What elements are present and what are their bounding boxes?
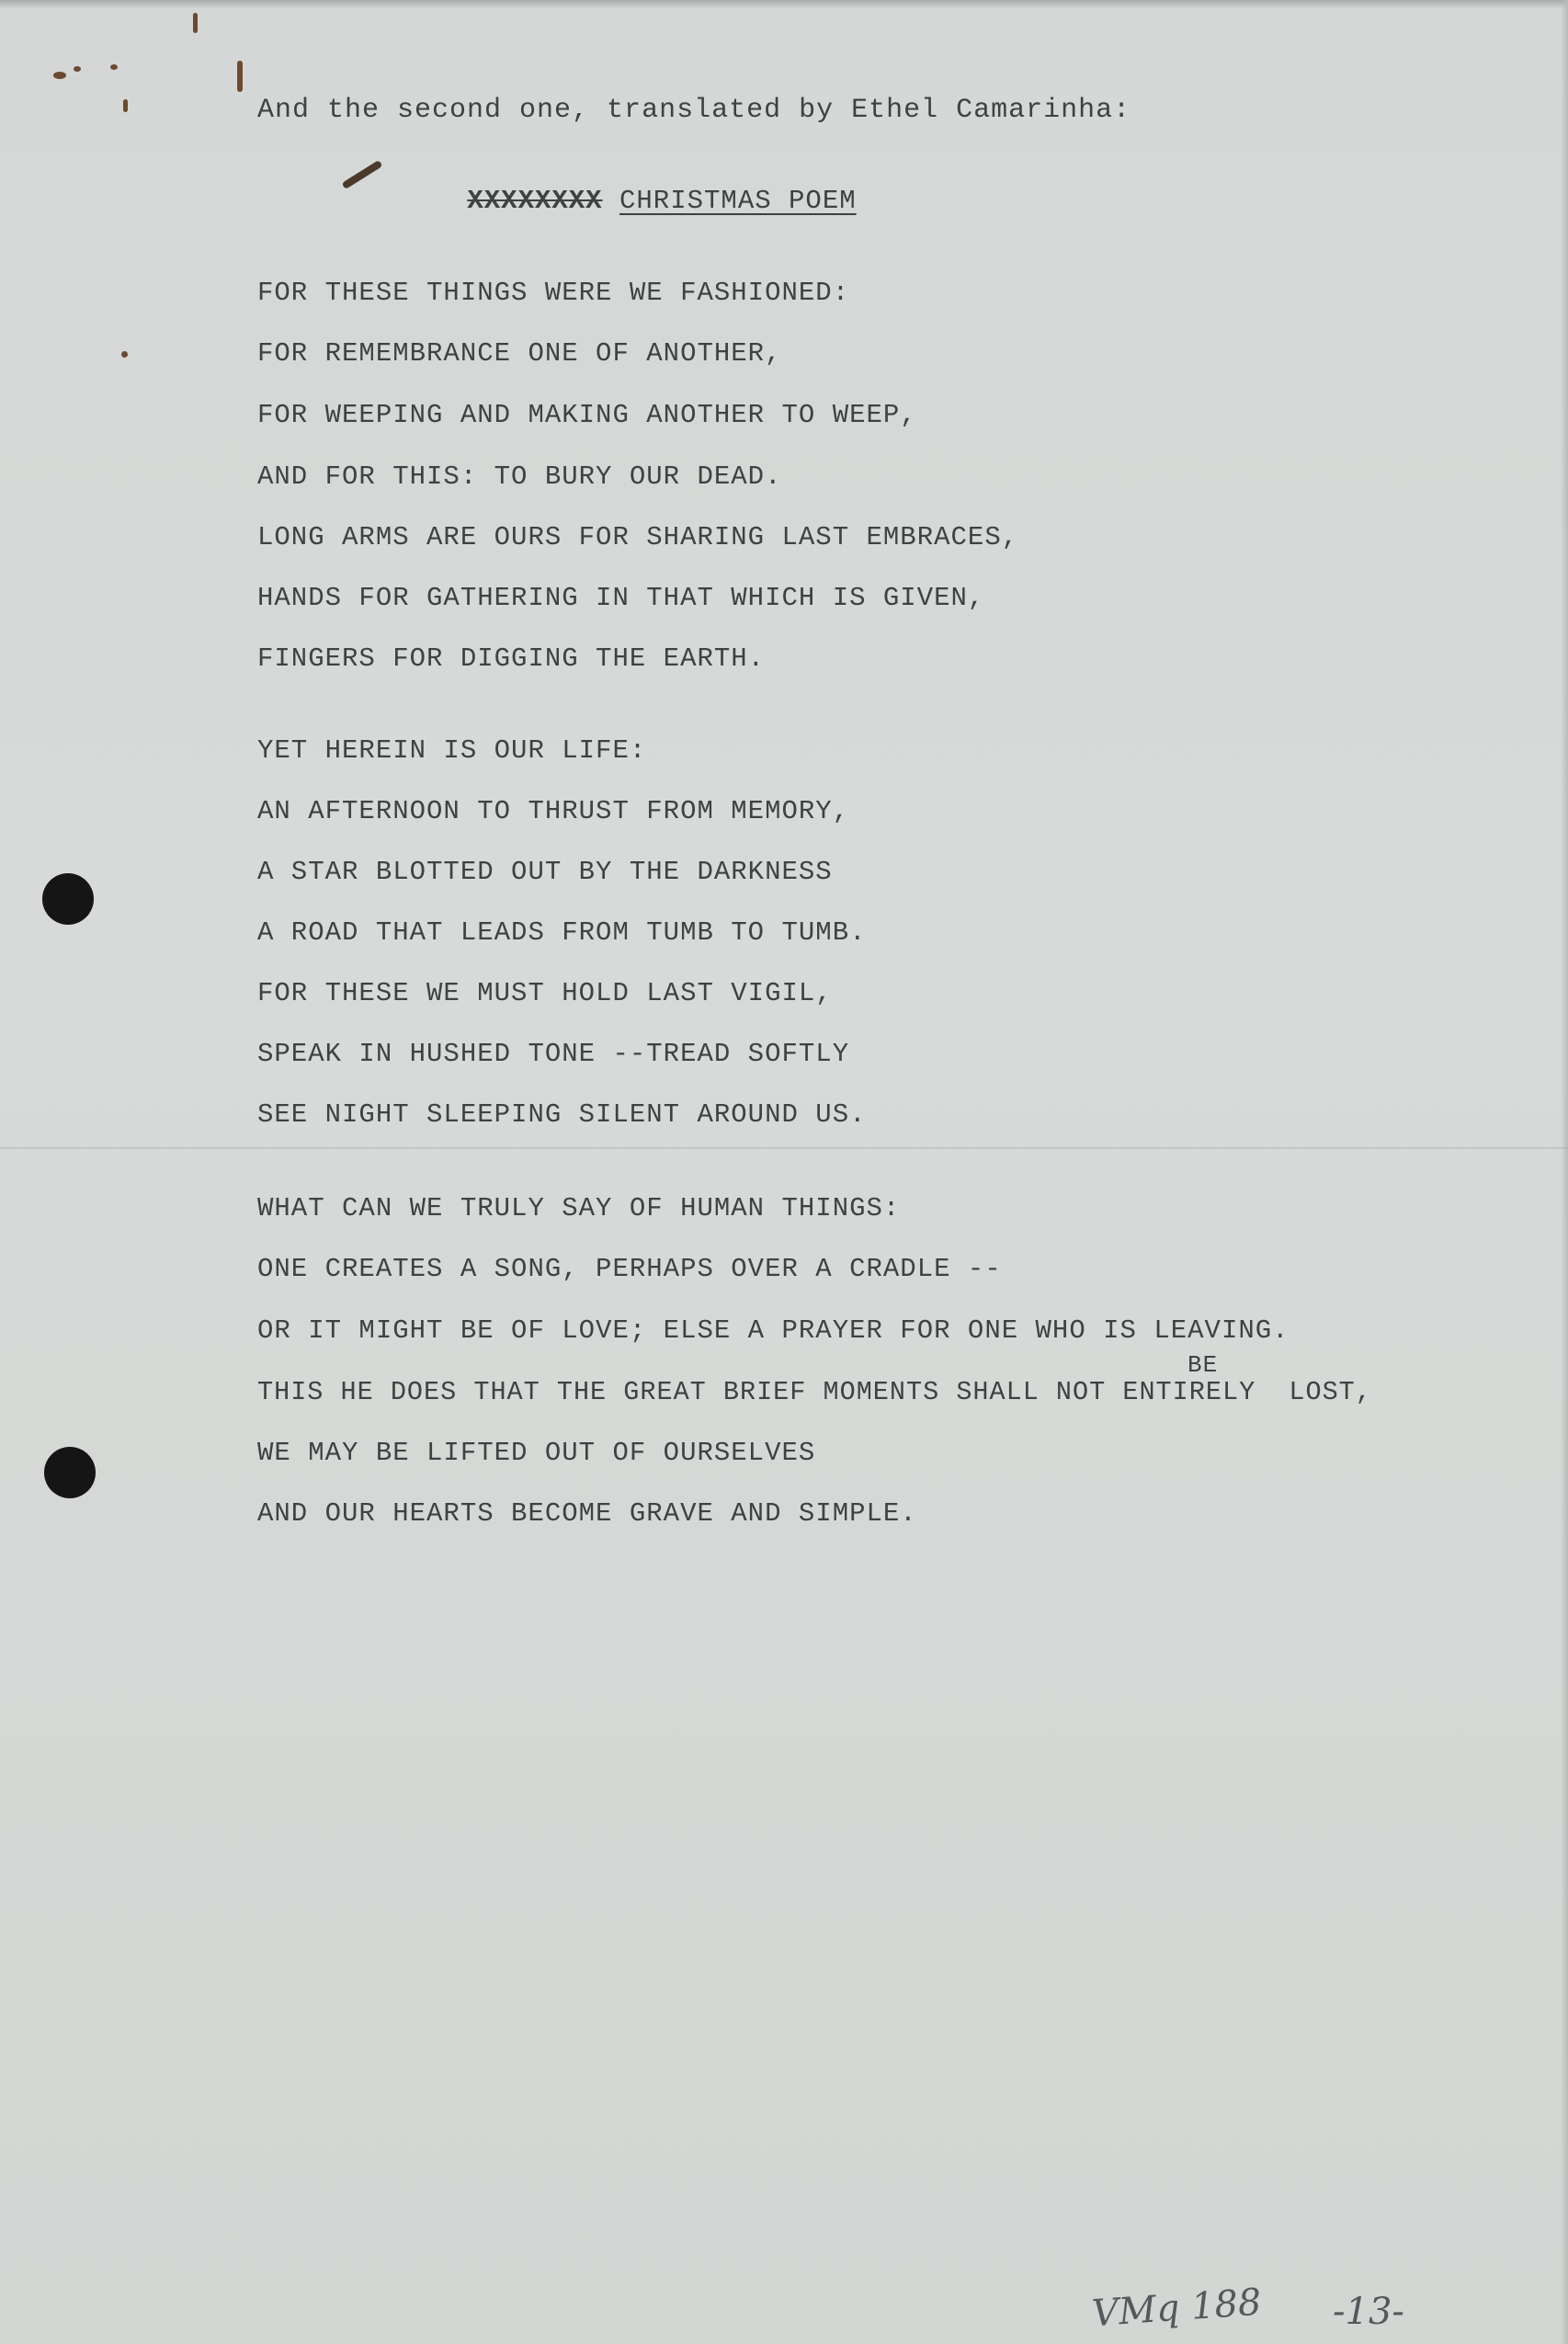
page-right-edge <box>1561 0 1568 2344</box>
ink-speck <box>237 61 243 92</box>
poem-line: FOR WEEPING AND MAKING ANOTHER TO WEEP, <box>257 400 917 430</box>
ink-speck <box>74 66 81 72</box>
poem-line: AND OUR HEARTS BECOME GRAVE AND SIMPLE. <box>257 1498 917 1529</box>
poem-title-text: CHRISTMAS POEM <box>619 186 857 216</box>
ink-speck <box>121 351 128 358</box>
poem-line: SPEAK IN HUSHED TONE --TREAD SOFTLY <box>257 1039 850 1069</box>
inserted-word: BE <box>1187 1351 1219 1379</box>
poem-title <box>0 186 1324 216</box>
ink-speck <box>123 99 128 112</box>
poem-line: A ROAD THAT LEADS FROM TUMB TO TUMB. <box>257 917 867 948</box>
poem-line: OR IT MIGHT BE OF LOVE; ELSE A PRAYER FOR ONE WHO IS LEAVING. <box>257 1315 1290 1346</box>
ink-speck <box>53 72 66 79</box>
poem-line: YET HEREIN IS OUR LIFE: <box>257 735 647 766</box>
poem-line: ONE CREATES A SONG, PERHAPS OVER A CRADLE -- <box>257 1254 1002 1284</box>
poem-line: FOR THESE WE MUST HOLD LAST VIGIL, <box>257 978 833 1008</box>
poem-line: FINGERS FOR DIGGING THE EARTH. <box>257 643 766 674</box>
intro-line: And the second one, translated by Ethel Camarinha: <box>257 95 1131 126</box>
poem-line: A STAR BLOTTED OUT BY THE DARKNESS <box>257 857 833 887</box>
ink-speck <box>110 64 118 70</box>
poem-line: AN AFTERNOON TO THRUST FROM MEMORY, <box>257 796 850 826</box>
poem-line: FOR THESE THINGS WERE WE FASHIONED: <box>257 278 850 308</box>
fold-crease <box>0 1147 1568 1149</box>
punch-hole <box>44 1447 96 1498</box>
ink-speck <box>193 13 198 33</box>
poem-line: WHAT CAN WE TRULY SAY OF HUMAN THINGS: <box>257 1193 901 1223</box>
poem-line: LONG ARMS ARE OURS FOR SHARING LAST EMBRACES, <box>257 522 1019 552</box>
poem-line: AND FOR THIS: TO BURY OUR DEAD. <box>257 461 782 492</box>
page-top-edge <box>0 0 1568 9</box>
poem-line: THIS HE DOES THAT THE GREAT BRIEF MOMENTS SHALL NOT ENTIRELY LOST, <box>257 1377 1372 1407</box>
page-number: -13- <box>1333 2291 1404 2333</box>
poem-line: HANDS FOR GATHERING IN THAT WHICH IS GIVEN, <box>257 583 985 613</box>
poem-line: FOR REMEMBRANCE ONE OF ANOTHER, <box>257 338 782 369</box>
handwritten-archive-note: VMq 188 <box>1090 2281 1263 2336</box>
punch-hole <box>42 873 94 925</box>
poem-line: WE MAY BE LIFTED OUT OF OURSELVES <box>257 1438 816 1468</box>
poem-line: SEE NIGHT SLEEPING SILENT AROUND US. <box>257 1099 867 1130</box>
struck-out-word: XXXXXXXX <box>467 186 603 216</box>
